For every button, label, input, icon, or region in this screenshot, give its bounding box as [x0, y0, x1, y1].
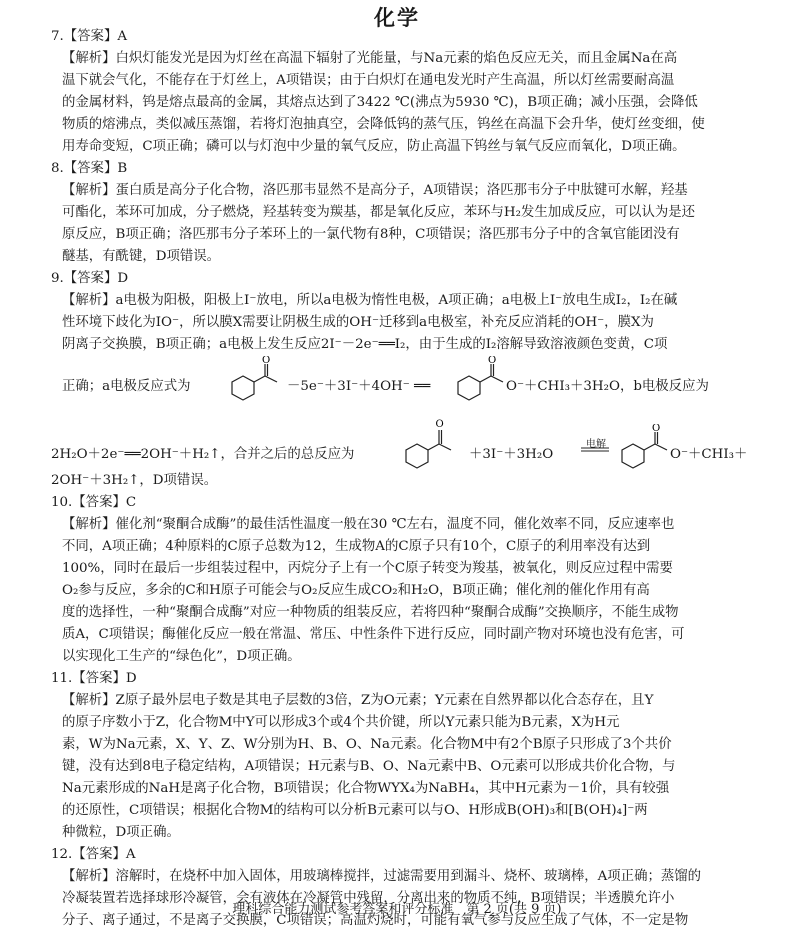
- eq2-condition: 电解: [586, 439, 606, 450]
- q11-explain-line: 【解析】Z原子最外层电子数是其电子层数的3倍，Z为O元素；Y元素在自然界都以化合态存在，且Y: [62, 693, 654, 708]
- q9-explain-line: 阴离子交换膜，B项正确；a电极上发生反应2I⁻－2e⁻══I₂，由于生成的I₂溶解导致溶液颜色变黄，C项: [62, 337, 668, 352]
- svg-text:O: O: [435, 419, 444, 430]
- reaction-arrow: [581, 446, 611, 454]
- q11-explain-line: 键，没有达到8电子稳定结构，A项错误；H元素与B、O、Na元素中B、O元素可以形成共价化合物，与: [62, 759, 676, 774]
- q7-explain-line: 物质的熔沸点，类似减压蒸馏，若将灯泡抽真空，会降低钨的蒸气压，钨丝在高温下会升华，使灯丝变细，使: [62, 117, 705, 132]
- q11-explain-line: 的还原性，C项错误；根据化合物M的结构可以分析B元素可以与O、H形成B(OH)₃和[B(OH)₄]⁻两: [62, 803, 648, 818]
- q10-answer: 10.【答案】C: [51, 495, 137, 510]
- q9-equation-end: 2OH⁻＋3H₂↑，D项错误。: [51, 473, 218, 488]
- q10-explain-line: 度的选择性，一种“聚酮合成酶”对应一种物质的组装反应，若将四种“聚酮合成酶”交换顺序，不能生成物: [62, 605, 679, 620]
- q8-explain-line: 可酯化，苯环可加成，分子燃烧，羟基转变为羰基，都是氧化反应，苯环与H₂发生加成反应，可以认为是还: [62, 205, 696, 220]
- answer-content: [51, 26, 748, 932]
- q12-explain-line: 分子、离子通过，不是离子交换膜，C项错误；高温灼烧时，可能有氧气参与反应生成了气体，不一定是物: [62, 913, 689, 928]
- page-footer: 理科综合能力测试参考答案和评分标准 第 2 页(共 9 页): [232, 902, 562, 917]
- q9-explain-line: 【解析】a电极为阳极，阳极上I⁻放电，所以a电极为惰性电极，A项正确；a电极上I⁻放电生成I₂，I₂在碱: [62, 293, 678, 308]
- q9-equation-total: [51, 410, 748, 470]
- q8-explain-line: 【解析】蛋白质是高分子化合物，洛匹那韦显然不是高分子，A项错误；洛匹那韦分子中肽键可水解，羟基: [62, 183, 688, 198]
- q10-explain-line: 质A，C项错误；酶催化反应一般在常温、常压、中性条件下进行反应，同时副产物对环境也没有危害，可: [62, 627, 685, 642]
- q7-answer: 7.【答案】A: [51, 29, 128, 44]
- q10-explain-line: 【解析】催化剂“聚酮合成酶”的最佳活性温度一般在30 ℃左右，温度不同，催化效率不同，反应速率也: [62, 517, 675, 532]
- q8-explain-line: 原反应，B项正确；洛匹那韦分子苯环上的一氯代物有8种，C项错误；洛匹那韦分子中的含氧官能团没有: [62, 227, 680, 242]
- svg-text:O: O: [262, 356, 271, 366]
- q11-explain-line: 种微粒，D项正确。: [62, 825, 180, 840]
- q10-explain-line: 100%，同时在最后一步组装过程中，丙烷分子上有一个C原子转变为羧基，被氧化，则反应过程中需要: [62, 561, 673, 576]
- q9-equation-a: [51, 356, 739, 410]
- acetophenone-structure-2: [397, 410, 477, 470]
- eq1-mid: －5e⁻＋3I⁻＋4OH⁻ ══: [287, 379, 431, 394]
- q11-explain-line: Na元素形成的NaH是离子化合物，B项错误；化合物WYX₄为NaBH₄，其中H元素为－1价，具有较强: [62, 781, 670, 796]
- page-title: 化学: [374, 6, 420, 30]
- q11-answer: 11.【答案】D: [51, 671, 137, 686]
- q7-explain-line: 用寿命变短，C项正确；磷可以与灯泡中少量的氧气反应，防止高温下钨丝与氧气反应而氧化，D项正确。: [62, 139, 686, 154]
- q12-explain-line: 冷凝装置若选择球形冷凝管，会有液体在冷凝管中残留，分离出来的物质不纯，B项错误；半透膜允许小: [62, 891, 675, 906]
- eq1-prefix: 正确；a电极反应式为: [62, 379, 191, 394]
- q8-explain-line: 醚基，有酰键，D项错误。: [62, 249, 221, 264]
- svg-text:O: O: [652, 424, 661, 434]
- eq1-suffix: O⁻＋CHI₃＋3H₂O，b电极反应为: [506, 379, 709, 394]
- q12-explain-line: 【解析】溶解时，在烧杯中加入固体，用玻璃棒搅拌，过滤需要用到漏斗、烧杯、玻璃棒，A项正确；蒸馏的: [62, 869, 702, 884]
- q8-answer: 8.【答案】B: [51, 161, 128, 176]
- q7-explain-line: 【解析】白炽灯能发光是因为灯丝在高温下辐射了光能量，与Na元素的焰色反应无关，而且金属Na在高: [62, 51, 678, 66]
- q9-explain-line: 性环境下歧化为IO⁻，所以膜X需要让阴极生成的OH⁻迁移到a电极室，补充反应消耗的OH⁻，膜X为: [62, 315, 654, 330]
- q11-explain-line: 素，W为Na元素，X、Y、Z、W分别为H、B、O、Na元素。化合物M中有2个B原子只形成了3个共价: [62, 737, 672, 752]
- q12-answer: 12.【答案】A: [51, 847, 136, 862]
- q10-explain-line: 以实现化工生产的“绿色化”，D项正确。: [62, 649, 301, 664]
- q10-explain-line: O₂参与反应，多余的C和H原子可能会与O₂反应生成CO₂和H₂O，B项正确；催化剂的催化作用有高: [62, 583, 650, 598]
- q9-answer: 9.【答案】D: [51, 271, 129, 286]
- eq2-mid: ＋3I⁻＋3H₂O: [469, 447, 554, 462]
- eq2-suffix: O⁻＋CHI₃＋: [670, 447, 748, 462]
- eq2-prefix: 2H₂O＋2e⁻══2OH⁻＋H₂↑，合并之后的总反应为: [51, 447, 355, 462]
- q7-explain-line: 的金属材料，钨是熔点最高的金属，其熔点达到了3422 ℃(沸点为5930 ℃)，B项正确；减小压强，会降低: [62, 95, 698, 110]
- svg-text:O: O: [488, 356, 497, 366]
- q10-explain-line: 不同，A项正确；4种原料的C原子总数为12，生成物A的C原子只有10个，C原子的利用率没有达到: [62, 539, 651, 554]
- q7-explain-line: 温下就会气化，不能存在于灯丝上，A项错误；由于白炽灯在通电发光时产生高温，所以灯丝需要耐高温: [62, 73, 675, 88]
- q11-explain-line: 的原子序数小于Z，化合物M中Y可以形成3个或4个共价键，所以Y元素只能为B元素，X为H元: [62, 715, 620, 730]
